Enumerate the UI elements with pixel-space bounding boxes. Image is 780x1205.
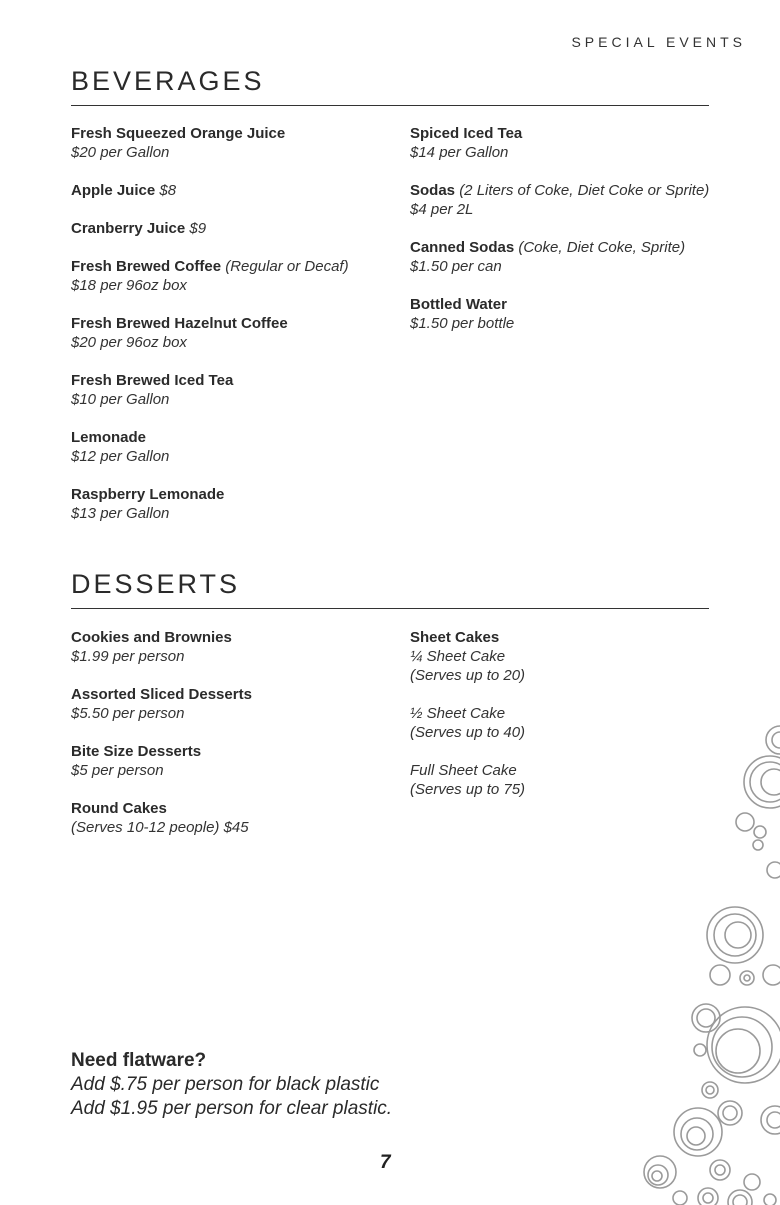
menu-item-fresh-brewed-coffee: Fresh Brewed Coffee (Regular or Decaf) $18 per 96oz box (71, 258, 349, 294)
menu-item-orange-juice: Fresh Squeezed Orange Juice $20 per Gallon (71, 125, 286, 161)
menu-item-bottled-water: Bottled Water $1.50 per bottle (410, 296, 515, 332)
desserts-divider (71, 608, 709, 609)
menu-item-canned-sodas: Canned Sodas (Coke, Diet Coke, Sprite) $1.50 per can (410, 239, 686, 275)
menu-item-sodas: Sodas (2 Liters of Coke, Diet Coke or Sprite) $4 per 2L (410, 182, 710, 218)
menu-item-cranberry-juice: Cranberry Juice $9 (71, 220, 207, 237)
flatware-title: Need flatware? (71, 1050, 207, 1071)
flatware-black-plastic: Add $.75 per person for black plastic (71, 1074, 380, 1095)
flatware-note (71, 1049, 392, 1121)
beverages-right-column (410, 124, 750, 352)
menu-item-round-cakes: Round Cakes (Serves 10-12 people) $45 (71, 800, 249, 836)
decorative-circles-graphic (630, 720, 780, 1205)
beverages-title: BEVERAGES (71, 66, 265, 96)
menu-item-full-sheet-cake: Full Sheet Cake (Serves up to 75) (410, 762, 526, 798)
beverages-divider (71, 105, 709, 106)
menu-item-lemonade: Lemonade $12 per Gallon (71, 429, 170, 465)
menu-item-sheet-cakes: Sheet Cakes ¼ Sheet Cake (Serves up to 20) (410, 629, 526, 684)
menu-item-spiced-iced-tea: Spiced Iced Tea $14 per Gallon (410, 125, 523, 161)
menu-item-iced-tea: Fresh Brewed Iced Tea $10 per Gallon (71, 372, 234, 408)
menu-item-cookies-brownies: Cookies and Brownies $1.99 per person (71, 629, 232, 665)
menu-item-bite-size-desserts: Bite Size Desserts $5 per person (71, 743, 202, 779)
section-header-tag: SPECIAL EVENTS (571, 34, 746, 50)
menu-item-apple-juice: Apple Juice $8 (71, 182, 177, 199)
menu-item-raspberry-lemonade: Raspberry Lemonade $13 per Gallon (71, 486, 225, 522)
page-number: 7 (380, 1152, 391, 1173)
beverages-left-column (71, 124, 401, 542)
menu-item-hazelnut-coffee: Fresh Brewed Hazelnut Coffee $20 per 96oz box (71, 315, 288, 351)
desserts-title: DESSERTS (71, 569, 241, 599)
menu-item-sliced-desserts: Assorted Sliced Desserts $5.50 per person (71, 686, 252, 722)
menu-item-half-sheet-cake: ½ Sheet Cake (Serves up to 40) (410, 705, 526, 741)
desserts-left-column (71, 628, 401, 856)
flatware-clear-plastic: Add $1.95 per person for clear plastic. (71, 1098, 393, 1119)
